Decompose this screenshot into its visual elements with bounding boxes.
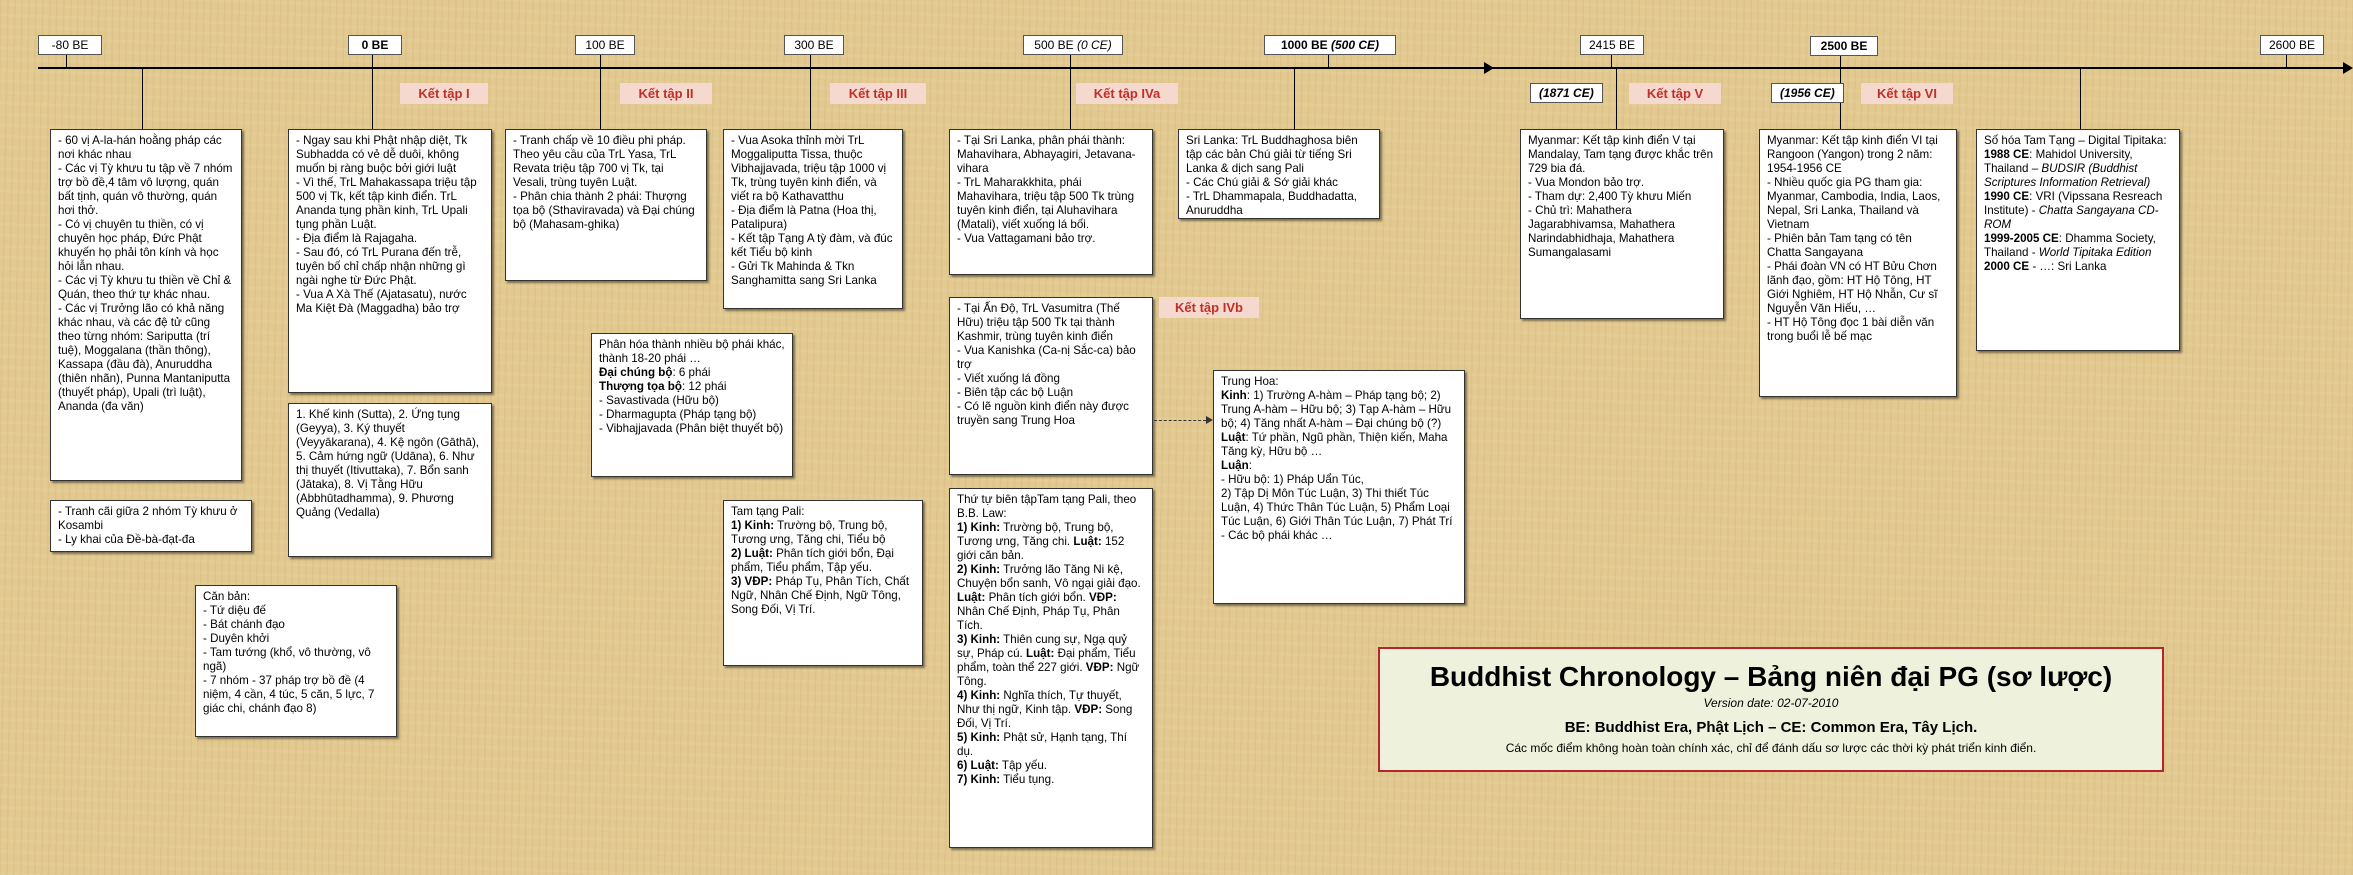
box-line: - Sau đó, có TrL Purana đến trễ, tuyên bố chỉ chấp nhận những gì ngài nghe từ Đức Phật.	[296, 246, 466, 287]
tick	[372, 54, 373, 67]
title-panel	[1378, 647, 2164, 772]
box-line: 6) Luật: Tập yếu.	[957, 759, 1047, 772]
box-line: - Tam tướng (khổ, vô thường, vô ngã)	[203, 646, 371, 673]
box-line: 2000 CE - …: Sri Lanka	[1984, 260, 2107, 273]
box-council-5	[1520, 129, 1724, 319]
era-label-2600: 2600 BE	[2260, 35, 2324, 55]
box-nine-divisions	[288, 403, 492, 557]
box-line: - Có vị chuyên tu thiền, có vị chuyên học pháp, Đức Phật khuyến họ phải tôn kính và học hỏi lẫn nhau.	[58, 218, 219, 273]
connector	[1070, 69, 1071, 129]
box-line: - Biên tập các bộ Luận	[957, 386, 1074, 399]
box-line: - Chủ trì: Mahathera Jagarabhivamsa, Mahathera Narindabhidhaja, Mahathera Sumangalasami	[1528, 204, 1675, 259]
box-line: - Tranh chấp về 10 điều phi pháp. Theo yêu cầu của TrL Yasa, TrL Revata triệu tập 700 vị Tk, tại Vesali, trùng tuyên Luật.	[513, 134, 686, 189]
box-line: - Bát chánh đạo	[203, 618, 285, 631]
dashed-connector	[1154, 420, 1206, 421]
era-label-100: 100 BE	[575, 35, 635, 55]
box-line: Sri Lanka: TrL Buddhaghosa biên tập các bản Chú giải từ tiếng Sri Lanka & dịch sang Pali	[1186, 134, 1358, 175]
connector	[600, 69, 601, 129]
timeline-axis	[38, 67, 1486, 69]
box-line: 3) VĐP: Pháp Tụ, Phân Tích, Chất Ngữ, Nhân Chế Định, Ngữ Tông, Song Đối, Vị Trí.	[731, 575, 910, 616]
box-line: Thượng tọa bộ: 12 phái	[599, 380, 727, 393]
box-council-4a	[949, 129, 1153, 275]
box-chinese-canon	[1213, 370, 1465, 604]
box-line: - Các Chú giải & Sớ giải khác	[1186, 176, 1338, 189]
box-line: - Địa điểm là Patna (Hoa thị, Patalipura)	[731, 204, 877, 231]
box-line: - Phái đoàn VN có HT Bửu Chơn lãnh đạo, gồm: HT Hộ Tông, HT Giới Nghiêm, HT Hộ Nhẫn, Cư sĩ Nguyễn Văn Hiếu, …	[1767, 260, 1938, 315]
connector	[1294, 69, 1295, 129]
box-line: Thứ tự biên tậpTam tạng Pali, theo B.B. Law:	[957, 493, 1137, 520]
connector	[810, 69, 811, 129]
box-line: - Phân chia thành 2 phái: Thượng tọa bộ (Sthaviravada) và Đại chúng bộ (Mahasam-ghika)	[513, 190, 695, 231]
box-line: - Tranh cãi giữa 2 nhóm Tỳ khưu ở Kosambi	[58, 505, 238, 532]
box-line: Phân hóa thành nhiều bộ phái khác, thành 18-20 phái …	[599, 338, 785, 365]
box-line: - Viết xuống lá đồng	[957, 372, 1060, 385]
tick	[2286, 54, 2287, 67]
timeline-axis-future	[1492, 67, 2343, 69]
box-line: - Tham dự: 2,400 Tỳ khưu Miến	[1528, 190, 1692, 203]
box-digital-tipitaka	[1976, 129, 2180, 351]
box-line: - Vua Mondon bảo trợ.	[1528, 176, 1645, 189]
era-label-2415: 2415 BE	[1580, 35, 1644, 55]
council-label-1: Kết tập I	[400, 83, 488, 104]
box-disputes	[50, 500, 252, 552]
box-line: - Gửi Tk Mahinda & Tkn Sanghamitta sang Sri Lanka	[731, 260, 877, 287]
axis-end-arrow-icon	[2343, 62, 2353, 74]
box-council-1	[288, 129, 492, 393]
box-council-4b	[949, 297, 1153, 475]
box-council-6	[1759, 129, 1957, 397]
box-line: Myanmar: Kết tập kinh điển VI tại Rangoon (Yangon) trong 2 năm: 1954-1956 CE	[1767, 134, 1938, 175]
tick	[1328, 54, 1329, 67]
era-label-300: 300 BE	[784, 35, 844, 55]
council-label-3: Kết tập III	[830, 83, 926, 104]
box-line: - Ly khai của Đề-bà-đạt-đa	[58, 533, 195, 546]
box-line: Căn bản:	[203, 590, 251, 603]
ce-tag-1871: (1871 CE)	[1530, 83, 1603, 103]
box-line: 7) Kinh: Tiểu tụng.	[957, 773, 1055, 786]
tick	[1070, 54, 1071, 67]
era-label-0: 0 BE	[348, 35, 402, 55]
connector	[2080, 69, 2081, 129]
box-line: Luận:	[1221, 459, 1252, 472]
box-line: - TrL Maharakkhita, phái Mahavihara, triệu tập 500 Tk trùng tuyên kinh điển, tại Aluhavihara (Matali), viết xuống lá bối.	[957, 176, 1135, 231]
dashed-arrow-icon	[1206, 416, 1213, 424]
era-label-2500: 2500 BE	[1810, 36, 1878, 56]
box-line: - Các bộ phái khác …	[1221, 529, 1333, 542]
box-line: - Vua A Xà Thế (Ajatasatu), nước Ma Kiệt Đà (Maggadha) bảo trợ	[296, 288, 467, 315]
box-line: 1) Kinh: Trường bộ, Trung bộ, Tương ưng, Tăng chi. Luật: 152 giới căn bản.	[957, 521, 1125, 562]
box-line: - 60 vị A-la-hán hoằng pháp các nơi khác nhau	[58, 134, 222, 161]
box-line: - Kết tập Tạng A tỳ đàm, và đúc kết Tiểu bộ kinh	[731, 232, 893, 259]
connector	[142, 69, 143, 129]
council-label-2: Kết tập II	[620, 83, 712, 104]
box-line: 2) Kinh: Trưởng lão Tăng Ni kệ, Chuyện bổn sanh, Vô ngại giải đạo. Luật: Phân tích giới bổn. VĐP: Nhân Chế Định, Pháp Tụ, Phân Tích.	[957, 563, 1141, 632]
connector	[1616, 69, 1617, 129]
box-schools	[591, 333, 793, 477]
box-line: - Vua Vattagamani bảo trợ.	[957, 232, 1096, 245]
box-commentaries	[1178, 129, 1380, 219]
tick	[600, 54, 601, 67]
tick	[1611, 54, 1612, 67]
box-line: - Tại Ấn Độ, TrL Vasumitra (Thế Hữu) triệu tập 500 Tk tại thành Kashmir, trùng tuyên kinh điển	[957, 302, 1120, 343]
box-line: - Tại Sri Lanka, phân phái thành: Mahavihara, Abhayagiri, Jetavana-vihara	[957, 134, 1136, 175]
council-label-4b: Kết tập IVb	[1159, 297, 1259, 318]
box-pali-order	[949, 488, 1153, 848]
tick	[66, 54, 67, 67]
box-council-3	[723, 129, 903, 309]
box-council-2	[505, 129, 707, 281]
box-line: Myanmar: Kết tập kinh điển V tại Mandalay, Tam tạng được khắc trên 729 bia đá.	[1528, 134, 1714, 175]
box-line: 3) Kinh: Thiên cung sự, Ngạ quỷ sự, Pháp cú. Luật: Đại phẩm, Tiểu phẩm, toàn thể 227 giới. VĐP: Ngữ Tông.	[957, 633, 1140, 688]
box-line: - Vua Asoka thỉnh mời TrL Moggaliputta Tissa, thuộc Vibhajjavada, triệu tập 1000 vị Tk, trùng tuyên kinh điển, và viết ra bộ Kathavatthu	[731, 134, 887, 203]
box-line: 4) Kinh: Nghĩa thích, Tự thuyết, Như thị ngữ, Kinh tập. VĐP: Song Đối, Vị Trí.	[957, 689, 1133, 730]
box-line: Trung Hoa:	[1221, 375, 1279, 388]
box-line: - Các vị Trưởng lão có khả năng khác nhau, và các đệ tử cũng theo từng nhóm: Sariputta (trí tuệ), Moggalana (thần thông), Kassapa (đầu đà), Anuruddha (thiên nhãn), Punna Mantaniputta (thuyết pháp), Upali (trì luật), Ananda (đa văn)	[58, 302, 231, 413]
tick	[810, 54, 811, 67]
box-line: 1990 CE: VRI (Vipssana Resreach Institute) - Chatta Sangayana CD-ROM	[1984, 190, 2163, 231]
era-legend: BE: Buddhist Era, Phật Lịch – CE: Common Era, Tây Lịch.	[1564, 719, 1978, 736]
box-line: 2) Luật: Phân tích giới bổn, Đại phẩm, Tiểu phẩm, Tập yếu.	[731, 547, 894, 574]
box-line: 1. Khế kinh (Sutta), 2. Ứng tụng (Geyya), 3. Ký thuyết (Veyyākarana), 4. Kệ ngôn (Gāthā), 5. Cảm hứng ngữ (Udāna), 6. Như thị thuyết (Itivuttaka), 7. Bổn sanh (Jātaka), 8. Vị Tằng Hữu (Abbhūtadhamma), 9. Phương Quảng (Vedalla)	[296, 408, 480, 519]
era-label-500: 500 BE (0 CE)	[1023, 35, 1123, 55]
council-label-6: Kết tập VI	[1861, 83, 1953, 104]
box-line: - Các vị Tỳ khưu tu thiền về Chỉ & Quán, theo thứ tự khác nhau.	[58, 274, 232, 301]
box-line: - Vibhajjavada (Phân biệt thuyết bộ)	[599, 422, 784, 435]
box-line: 2) Tập Dị Môn Túc Luận, 3) Thi thiết Túc Luận, 4) Thức Thân Túc Luận, 5) Phẩm Loại Túc Luận, 6) Giới Thân Túc Luận, 7) Phát Trí	[1221, 487, 1453, 528]
disclaimer-note: Các mốc điểm không hoàn toàn chính xác, chỉ để đánh dấu sơ lược các thời kỳ phát triển kinh điển.	[1505, 741, 2037, 755]
box-line: - HT Hộ Tông đọc 1 bài diễn văn trong buổi lễ bế mạc	[1767, 316, 1935, 343]
version-date: Version date: 02-07-2010	[1703, 696, 1839, 710]
box-line: - Savastivada (Hữu bộ)	[599, 394, 719, 407]
page-title: Buddhist Chronology – Bảng niên đại PG (sơ lược)	[1429, 661, 2113, 692]
box-line: - Các vị Tỳ khưu tu tập về 7 nhóm trợ bồ đề,4 tâm vô lượng, quán bất tịnh, quán vô thường, quán hơi thở.	[58, 162, 233, 217]
connector	[372, 69, 373, 129]
ce-tag-1956: (1956 CE)	[1771, 83, 1844, 103]
box-line: - Vì thế, TrL Mahakassapa triệu tập 500 vị Tk, kết tập kinh điển. TrL Ananda tụng phần kinh, TrL Upali tụng phần Luật.	[296, 176, 477, 231]
box-line: 5) Kinh: Phật sử, Hạnh tạng, Thí dụ.	[957, 731, 1127, 758]
box-core-teachings	[195, 585, 397, 737]
era-label-minus80: -80 BE	[38, 35, 102, 55]
box-line: - TrL Dhammapala, Buddhadatta, Anuruddha	[1186, 190, 1357, 217]
box-line: Luật: Tứ phần, Ngũ phần, Thiện kiến, Maha Tăng kỳ, Hữu bộ …	[1221, 431, 1448, 458]
box-line: 1999-2005 CE: Dhamma Society, Thailand - World Tipitaka Edition	[1984, 232, 2156, 259]
box-line: Đại chúng bộ: 6 phái	[599, 366, 711, 379]
box-line: 1) Kinh: Trường bộ, Trung bộ, Tương ưng, Tăng chi, Tiểu bộ	[731, 519, 888, 546]
era-label-1000: 1000 BE (500 CE)	[1264, 35, 1396, 55]
council-label-5: Kết tập V	[1629, 83, 1721, 104]
box-line: Số hóa Tam Tạng – Digital Tipitaka:	[1984, 134, 2167, 147]
box-line: 1988 CE: Mahidol University, Thailand – BUDSIR (Buddhist Scriptures Information Retrieval)	[1984, 148, 2151, 189]
box-line: - 7 nhóm - 37 pháp trợ bồ đề (4 niệm, 4 cần, 4 túc, 5 căn, 5 lực, 7 giác chi, chánh đạo 8)	[203, 674, 375, 715]
box-line: - Ngay sau khi Phật nhập diệt, Tk Subhadda có vẻ dễ duôi, không muốn bị ràng buộc bởi giới luật	[296, 134, 468, 175]
box-line: - Dharmagupta (Pháp tạng bộ)	[599, 408, 757, 421]
box-line: - Hữu bộ: 1) Pháp Uẩn Túc,	[1221, 473, 1364, 486]
box-early-sangha	[50, 129, 242, 481]
box-line: - Nhiều quốc gia PG tham gia: Myanmar, Cambodia, India, Laos, Nepal, Sri Lanka, Thailand và Vietnam	[1767, 176, 1941, 231]
box-line: Tam tạng Pali:	[731, 505, 805, 518]
council-label-4a: Kết tập IVa	[1076, 83, 1178, 104]
box-line: - Duyên khởi	[203, 632, 270, 645]
box-line: - Vua Kanishka (Ca-nị Sắc-ca) bảo trợ	[957, 344, 1136, 371]
box-line: - Địa điểm là Rajagaha.	[296, 232, 418, 245]
box-pali-canon	[723, 500, 923, 666]
box-line: - Tứ diệu đế	[203, 604, 266, 617]
box-line: - Có lẽ nguồn kinh điển này được truyền sang Trung Hoa	[957, 400, 1129, 427]
tick	[1840, 56, 1841, 67]
box-line: Kinh: 1) Trường A-hàm – Pháp tạng bộ; 2) Trung A-hàm – Hữu bộ; 3) Tạp A-hàm – Hữu bộ; 4) Tăng nhất A-hàm – Đại chúng bộ (?)	[1221, 389, 1452, 430]
box-line: - Phiên bản Tam tạng có tên Chatta Sangayana	[1767, 232, 1912, 259]
